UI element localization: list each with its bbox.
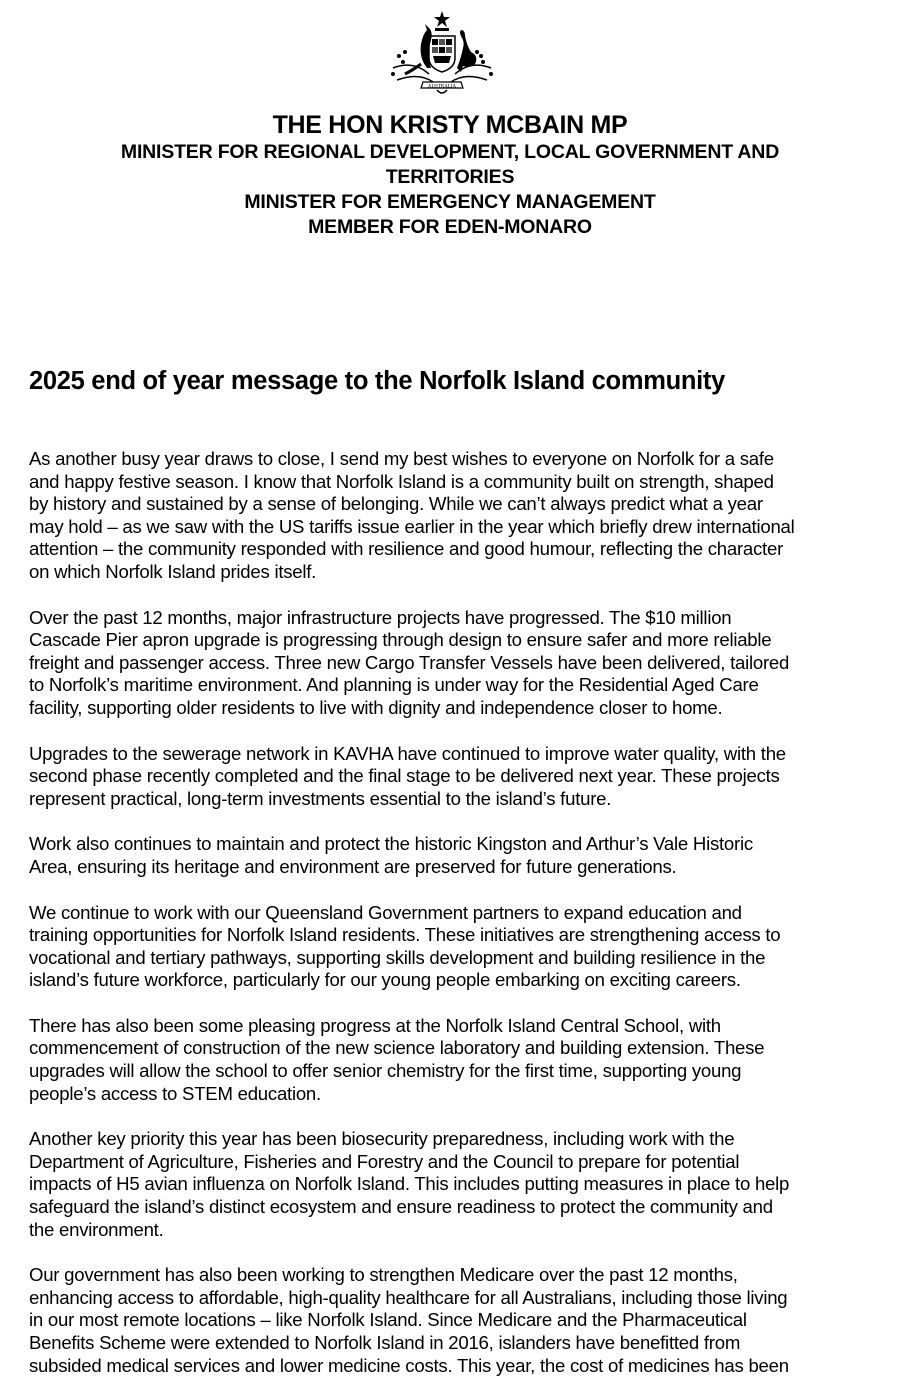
body-paragraph (29, 1128, 889, 1241)
body-paragraph (29, 607, 889, 720)
paragraph-line: Benefits Scheme were extended to Norfolk Island in 2016, islanders have benefitted from (29, 1332, 741, 1353)
paragraph-line: island’s future workforce, particularly for our young people embarking on exciting careers. (29, 969, 741, 991)
paragraph-line: We continue to work with our Queensland Government partners to expand education and (29, 901, 742, 923)
minister-header (0, 110, 900, 240)
minister-role-2: MINISTER FOR EMERGENCY MANAGEMENT (244, 191, 656, 213)
paragraph-line: second phase recently completed and the final stage to be delivered next year. These projects (29, 765, 780, 787)
paragraph-line: Our government has also been working to strengthen Medicare over the past 12 months, (29, 1264, 738, 1286)
paragraph-line: in our most remote locations – like Norfolk Island. Since Medicare and the Pharmaceutical (29, 1309, 747, 1331)
paragraph-line: by history and sustained by a sense of belonging. While we can’t always predict what a year (29, 493, 763, 515)
body-paragraph (29, 743, 889, 811)
coat-of-arms-icon (383, 8, 501, 96)
minister-role-1-continued: TERRITORIES (385, 166, 515, 188)
paragraph-line: commencement of construction of the new science laboratory and building extension. These (29, 1037, 765, 1059)
paragraph-line: the environment. (29, 1218, 164, 1240)
minister-role-1: MINISTER FOR REGIONAL DEVELOPMENT, LOCAL GOVERNMENT AND (120, 141, 780, 163)
paragraph-line: attention – the community responded with resilience and good humour, reflecting the character (29, 538, 784, 560)
paragraph-line: There has also been some pleasing progress at the Norfolk Island Central School, with (29, 1014, 721, 1036)
paragraph-line: Another key priority this year has been biosecurity preparedness, including work with the (29, 1128, 735, 1150)
paragraph-line: people’s access to STEM education. (29, 1082, 321, 1104)
paragraph-line: enhancing access to affordable, high-quality healthcare for all Australians, including those living (29, 1286, 788, 1308)
paragraph-line: impacts of H5 avian influenza on Norfolk Island. This includes putting measures in place to help (29, 1173, 790, 1195)
paragraph-line: Department of Agriculture, Fisheries and Forestry and the Council to prepare for potential (29, 1150, 740, 1172)
paragraph-line: represent practical, long-term investments essential to the island’s future. (29, 787, 612, 809)
paragraph-line: facility, supporting older residents to live with dignity and independence closer to home. (29, 696, 723, 718)
paragraph-line: Over the past 12 months, major infrastructure projects have progressed. The $10 million (29, 606, 732, 628)
coat-of-arms-svg (383, 8, 501, 96)
paragraph-line: and happy festive season. I know that Norfolk Island is a community built on strength, shaped (29, 470, 774, 492)
paragraph-line: upgrades will allow the school to offer senior chemistry for the first time, supporting young (29, 1060, 742, 1082)
paragraph-line: Work also continues to maintain and protect the historic Kingston and Arthur’s Vale Historic (29, 833, 753, 855)
minister-name: THE HON KRISTY MCBAIN MP (272, 111, 628, 139)
paragraph-line: freight and passenger access. Three new Cargo Transfer Vessels have been delivered, tailored (29, 651, 790, 673)
paragraph-line: to Norfolk’s maritime environment. And planning is under way for the Residential Aged Care (29, 674, 759, 696)
body-paragraph (29, 902, 889, 992)
crest-motto: AUSTRALIA (427, 84, 457, 90)
paragraph-line: Cascade Pier apron upgrade is progressing through design to ensure safer and more reliable (29, 629, 772, 651)
body-paragraph (29, 833, 889, 878)
paragraph-line: subsided medical services and lower medicine costs. This year, the cost of medicines has been (29, 1354, 789, 1376)
paragraph-line: As another busy year draws to close, I send my best wishes to everyone on Norfolk for a safe (29, 448, 774, 469)
paragraph-line: Area, ensuring its heritage and environment are preserved for future generations. (29, 855, 677, 877)
body-paragraph (29, 1264, 889, 1377)
paragraph-line: may hold – as we saw with the US tariffs issue earlier in the year which briefly drew international (29, 515, 795, 537)
paragraph-line: training opportunities for Norfolk Island residents. These initiatives are strengthening access to (29, 924, 781, 946)
paragraph-line: safeguard the island’s distinct ecosystem and ensure readiness to protect the community and (29, 1196, 773, 1218)
body-paragraph (29, 448, 889, 584)
paragraph-line: vocational and tertiary pathways, supporting skills development and building resilience in the (29, 946, 766, 968)
paragraph-line: Upgrades to the sewerage network in KAVHA have continued to improve water quality, with the (29, 742, 786, 764)
paragraph-line: on which Norfolk Island prides itself. (29, 560, 317, 582)
member-electorate: MEMBER FOR EDEN-MONARO (308, 216, 592, 238)
page-title: 2025 end of year message to the Norfolk Island community (29, 367, 725, 395)
message-body (29, 448, 889, 1400)
body-paragraph (29, 1015, 889, 1105)
